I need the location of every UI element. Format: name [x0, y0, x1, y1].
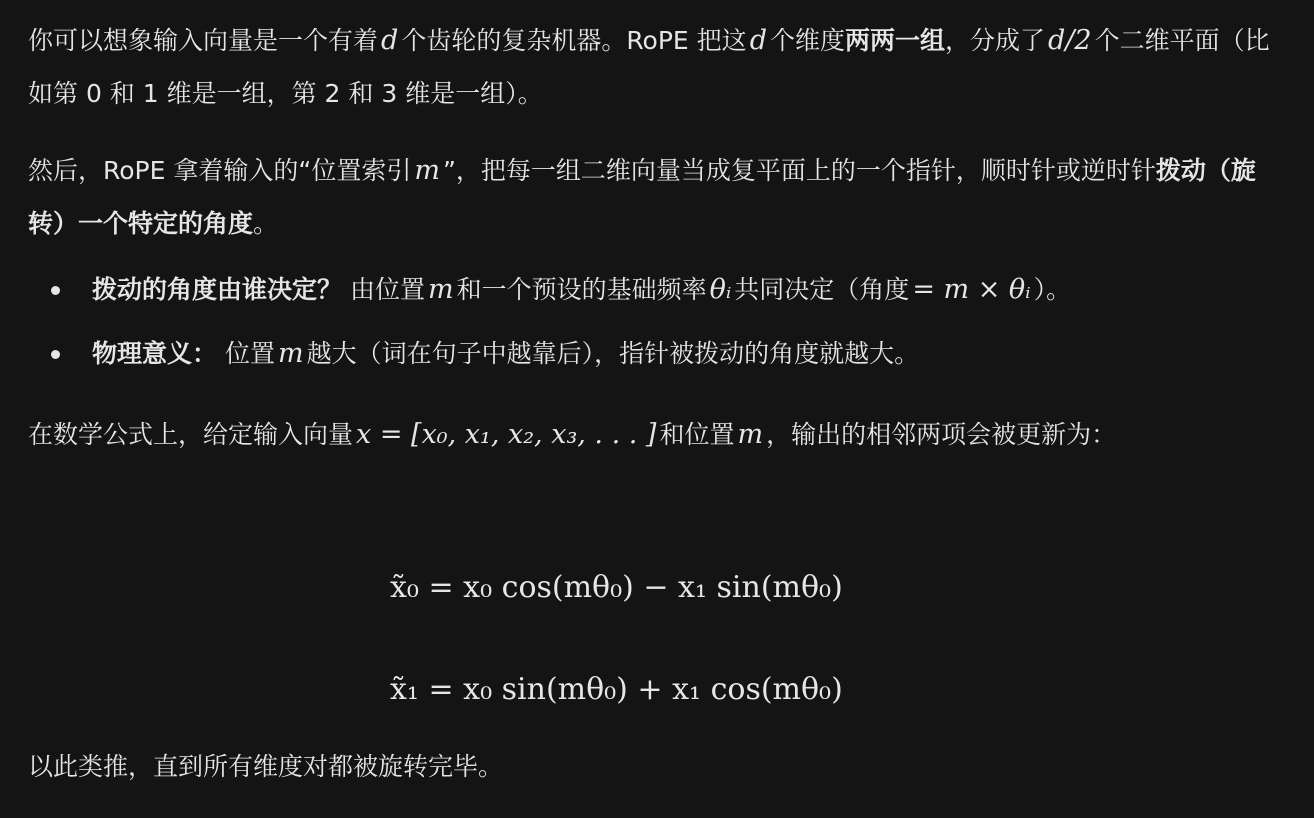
text: 个齿轮的复杂机器。RoPE 把这 — [401, 26, 747, 55]
equation-x1: x̃₁ = x₀ sin(mθ₀) + x₁ cos(mθ₀) — [390, 672, 843, 707]
text: 个维度 — [769, 26, 845, 55]
math-m: m — [737, 419, 764, 450]
text: 个二维平面（比如第 0 和 1 维是一组，第 2 和 3 维是一组）。 — [28, 26, 1270, 108]
text: 你可以想象输入向量是一个有着 — [28, 26, 379, 55]
text: ，输出的相邻两项会被更新为： — [766, 420, 1117, 449]
list-item — [28, 322, 1278, 386]
bold-text: 拨动的角度由谁决定？ — [92, 275, 343, 304]
math-theta-i: θᵢ — [709, 274, 732, 305]
text: ，分成了 — [945, 26, 1046, 55]
paragraph-conclusion: 以此类推，直到所有维度对都被旋转完毕。 — [28, 752, 504, 781]
text: 位置 — [224, 339, 275, 368]
text: ”，把每一组二维向量当成复平面上的一个指针，顺时针或逆时针 — [442, 156, 1156, 185]
math-d: d — [749, 25, 767, 56]
math-m: m — [414, 155, 440, 186]
math-m: m — [427, 274, 454, 305]
text: 和位置 — [659, 420, 735, 449]
bullet-list — [28, 258, 1278, 386]
bold-text: 拨动（旋转）一个特定的角度 — [28, 156, 1256, 238]
text: 由位置 — [349, 275, 425, 304]
paragraph-formula-intro — [28, 408, 1228, 461]
math-angle: = m × θᵢ — [912, 274, 1031, 305]
bold-text: 两两一组 — [845, 26, 946, 55]
bullet-dot-icon — [51, 350, 60, 359]
equation-x0: x̃₀ = x₀ cos(mθ₀) − x₁ sin(mθ₀) — [390, 570, 843, 605]
math-d-half: d/2 — [1048, 25, 1092, 56]
math-x-vector: x = [x₀, x₁, x₂, x₃, . . . ] — [356, 419, 657, 450]
bullet-dot-icon — [51, 286, 60, 295]
text: 。 — [253, 209, 279, 238]
article-body — [28, 14, 1278, 386]
math-m: m — [277, 338, 304, 369]
paragraph-intro — [28, 14, 1278, 120]
math-d: d — [381, 25, 399, 56]
text: 越大（词在句子中越靠后），指针被拨动的角度就越大。 — [306, 339, 920, 368]
bold-text: 物理意义： — [92, 339, 218, 368]
text: 在数学公式上，给定输入向量 — [28, 420, 354, 449]
list-item — [28, 258, 1278, 322]
text: 共同决定（角度 — [734, 275, 910, 304]
paragraph-rotation — [28, 144, 1278, 250]
text: 然后，RoPE 拿着输入的“位置索引 — [28, 156, 412, 185]
text: ）。 — [1033, 275, 1072, 304]
text: 和一个预设的基础频率 — [456, 275, 707, 304]
